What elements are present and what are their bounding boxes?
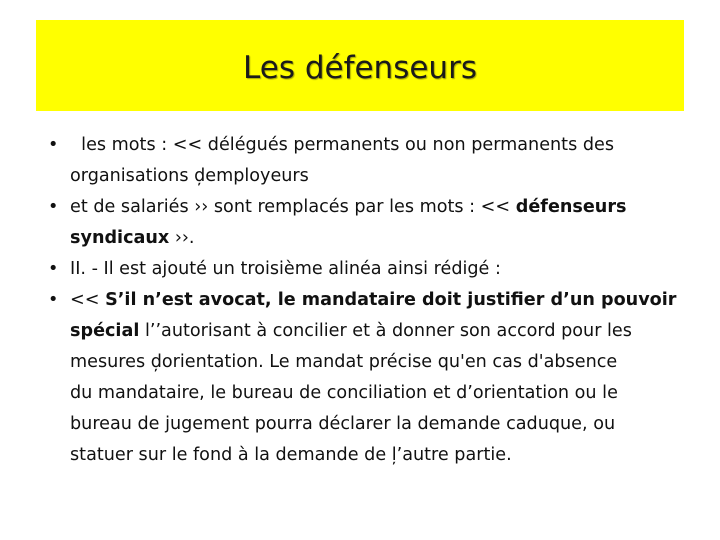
- bullet-text: organisations d̦employeurs: [70, 166, 309, 186]
- bullet-text: du mandataire, le bureau de conciliation et d’orientation ou le: [70, 383, 618, 403]
- bullet-text: II. - Il est ajouté un troisième alinéa ainsi rédigé :: [70, 259, 501, 279]
- bullet-text: <<: [70, 290, 106, 310]
- bullet-line: [70, 285, 688, 316]
- bullet-line: [70, 378, 688, 409]
- bullet-line: [70, 223, 688, 254]
- bullet-item-4: [48, 285, 688, 471]
- bullet-dot: •: [48, 135, 59, 155]
- bullet-line: [70, 130, 688, 161]
- bullet-bold-text: défenseurs: [515, 197, 627, 217]
- bullet-line: [70, 347, 688, 378]
- bullet-line: [70, 192, 688, 223]
- bullet-text: bureau de jugement pourra déclarer la demande caduque, ou: [70, 414, 616, 434]
- bullet-item-2: [48, 192, 688, 254]
- bullet-line: [70, 254, 688, 285]
- bullet-dot: •: [48, 197, 59, 217]
- bullet-text: l’’autorisant à concilier et à donner son accord pour les: [139, 321, 632, 341]
- bullet-bold-text: syndicaux: [70, 228, 170, 248]
- bullet-text: ››.: [169, 228, 195, 248]
- bullet-bold-text: S’il n’est avocat, le mandataire doit justifier d’un pouvoir: [105, 290, 677, 310]
- bullet-text: et de salariés ›› sont remplacés par les mots : <<: [70, 197, 516, 217]
- bullet-dot: •: [48, 290, 59, 310]
- bullet-bold-text: spécial: [70, 321, 140, 341]
- bullet-dot: •: [48, 259, 59, 279]
- bullet-line: [70, 440, 688, 471]
- bullet-text: statuer sur le fond à la demande de l̦’autre partie.: [70, 445, 512, 465]
- bullet-item-3: [48, 254, 688, 285]
- bullet-line: [70, 409, 688, 440]
- bullet-line: [70, 161, 688, 192]
- bullet-line: [70, 316, 688, 347]
- slide-title: Les défenseurs: [243, 50, 477, 86]
- bullet-list: [48, 130, 688, 471]
- bullet-text: mesures d̦orientation. Le mandat précise qu'en cas d'absence: [70, 352, 618, 372]
- bullet-item-1: [48, 130, 688, 192]
- bullet-text: les mots : << délégués permanents ou non permanents des: [70, 135, 614, 155]
